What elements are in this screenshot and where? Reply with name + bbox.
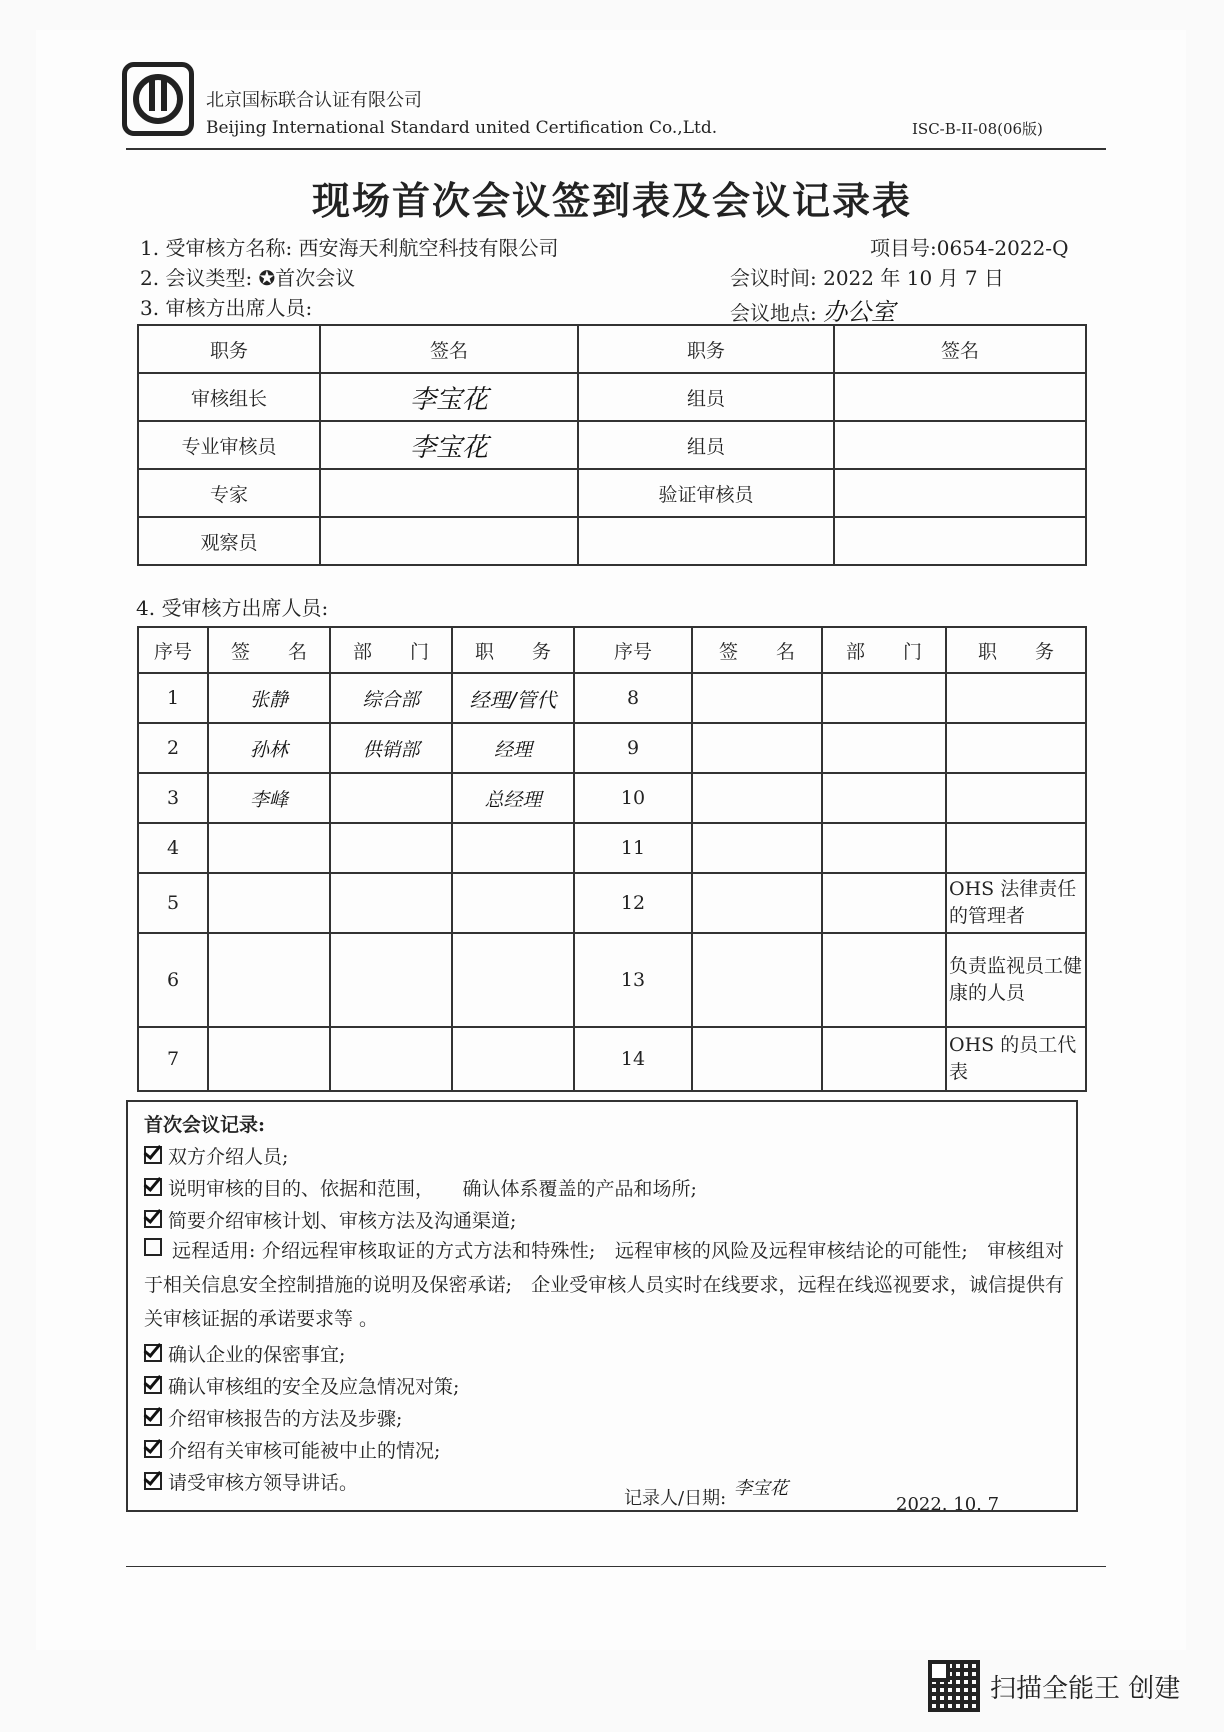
role-cell: 组员 (578, 421, 834, 469)
header-role: 职务 (138, 325, 320, 373)
auditor-table (137, 324, 1087, 566)
auditee-table-header (138, 627, 1086, 673)
meeting-type-value: ✪首次会议 (258, 266, 356, 290)
position-cell: OHS 的员工代表 (946, 1027, 1086, 1091)
signature-cell (692, 823, 822, 873)
record-item-text: 介绍审核报告的方法及步骤; (168, 1408, 403, 1430)
record-item (144, 1404, 402, 1431)
table-row (138, 773, 1086, 823)
row-no: 12 (574, 873, 692, 933)
auditee-name-row (140, 232, 559, 261)
company-name-en: Beijing International Standard united Certification Co.,Ltd. (206, 118, 718, 138)
header-signature: 签 名 (692, 627, 822, 673)
signature-cell (208, 873, 330, 933)
row-no: 8 (574, 673, 692, 723)
scan-text: 扫描全能王 创建 (990, 1673, 1181, 1704)
signature-cell (208, 933, 330, 1027)
signature-cell (692, 933, 822, 1027)
signature-cell: 张静 (208, 673, 330, 723)
position-cell: 负责监视员工健康的人员 (946, 933, 1086, 1027)
record-item-text: 介绍有关审核可能被中止的情况; (168, 1440, 441, 1462)
record-item (144, 1206, 516, 1233)
record-item (144, 1340, 345, 1367)
role-cell: 组员 (578, 373, 834, 421)
position-cell (452, 933, 574, 1027)
signature-cell (834, 517, 1086, 565)
role-cell: 专业审核员 (138, 421, 320, 469)
row-no: 4 (138, 823, 208, 873)
table-row (138, 873, 1086, 933)
record-item-text: 双方介绍人员; (168, 1146, 289, 1168)
department-cell (822, 1027, 946, 1091)
checkbox[interactable] (144, 1440, 162, 1458)
record-item (144, 1436, 440, 1463)
signature-cell: 李宝花 (320, 373, 578, 421)
signature-cell (208, 1027, 330, 1091)
position-cell (946, 673, 1086, 723)
position-cell: OHS 法律责任的管理者 (946, 873, 1086, 933)
record-item-text: 确认企业的保密事宜; (168, 1344, 346, 1366)
checkbox[interactable] (144, 1376, 162, 1394)
signature-cell (692, 873, 822, 933)
position-cell (452, 1027, 574, 1091)
table-row (138, 723, 1086, 773)
role-cell: 审核组长 (138, 373, 320, 421)
department-cell (330, 773, 452, 823)
checkbox[interactable] (144, 1210, 162, 1228)
footer-rule (126, 1566, 1106, 1567)
auditee-table (137, 626, 1087, 1092)
auditee-label: 1. 受审核方名称: (140, 236, 293, 260)
row-no: 1 (138, 673, 208, 723)
record-item (144, 1468, 358, 1495)
signature-cell (692, 723, 822, 773)
checkbox[interactable] (144, 1178, 162, 1196)
auditor-table-header (138, 325, 1086, 373)
record-item-text: 说明审核的目的、依据和范围， 确认体系覆盖的产品和场所; (168, 1178, 697, 1200)
record-item (144, 1372, 459, 1399)
project-row (870, 232, 1068, 261)
remote-text: 远程适用: 介绍远程审核取证的方式方法和特殊性; 远程审核的风险及远程审核结论的可能性; 审核组对于相关信息安全控制措施的说明及保密承诺; 企业受审核人员实时在线要求，远程在线巡视要求，诚信提供有关审核证据的承诺要求等 。 (144, 1240, 1064, 1330)
header-rule (126, 148, 1106, 150)
position-cell (946, 723, 1086, 773)
recorder-label: 记录人/日期: (624, 1488, 727, 1509)
signature-cell: 孙林 (208, 723, 330, 773)
signature-cell (692, 673, 822, 723)
department-cell (822, 933, 946, 1027)
header-no: 序号 (138, 627, 208, 673)
header-signature: 签名 (320, 325, 578, 373)
position-cell (452, 873, 574, 933)
table-row (138, 933, 1086, 1027)
company-name-cn: 北京国标联合认证有限公司 (206, 90, 422, 111)
header-role: 职务 (578, 325, 834, 373)
role-cell: 观察员 (138, 517, 320, 565)
table-row (138, 1027, 1086, 1091)
table-row (138, 469, 1086, 517)
meeting-record-box (126, 1100, 1078, 1512)
row-no: 6 (138, 933, 208, 1027)
table-row (138, 517, 1086, 565)
department-cell (822, 823, 946, 873)
record-item-text: 确认审核组的安全及应急情况对策; (168, 1376, 460, 1398)
header-no: 序号 (574, 627, 692, 673)
position-cell (946, 823, 1086, 873)
meeting-time-label: 会议时间: (730, 266, 817, 290)
row-no: 2 (138, 723, 208, 773)
auditee-attendees-label: 4. 受审核方出席人员: (136, 596, 329, 620)
header-department: 部 门 (330, 627, 452, 673)
meeting-place-row (730, 292, 895, 327)
auditee-value: 西安海天利航空科技有限公司 (298, 236, 559, 260)
row-no: 9 (574, 723, 692, 773)
form-code: ISC-B-II-08(06版) (912, 120, 1043, 138)
row-no: 10 (574, 773, 692, 823)
position-cell: 经理/管代 (452, 673, 574, 723)
meeting-time-row (730, 262, 1004, 291)
signature-cell (208, 823, 330, 873)
department-cell: 供销部 (330, 723, 452, 773)
department-cell (822, 773, 946, 823)
position-cell (946, 773, 1086, 823)
header-signature: 签 名 (208, 627, 330, 673)
signature-cell (834, 469, 1086, 517)
row-no: 14 (574, 1027, 692, 1091)
role-cell (578, 517, 834, 565)
department-cell (330, 1027, 452, 1091)
checkbox[interactable] (144, 1408, 162, 1426)
row-no: 7 (138, 1027, 208, 1091)
signature-cell: 李宝花 (320, 421, 578, 469)
scan-watermark (928, 1660, 1180, 1712)
record-item (144, 1174, 697, 1201)
header-position: 职 务 (946, 627, 1086, 673)
recorder-date: 2022. 10. 7 (896, 1494, 1000, 1515)
department-cell (822, 873, 946, 933)
table-row (138, 673, 1086, 723)
role-cell: 验证审核员 (578, 469, 834, 517)
project-value: 0654-2022-Q (936, 236, 1069, 260)
row-no: 11 (574, 823, 692, 873)
table-row (138, 421, 1086, 469)
record-item (144, 1142, 288, 1169)
checkbox[interactable] (144, 1344, 162, 1362)
record-item-text: 请受审核方领导讲话。 (168, 1472, 359, 1494)
department-cell (330, 933, 452, 1027)
role-cell: 专家 (138, 469, 320, 517)
checkbox[interactable] (144, 1146, 162, 1164)
page-title: 现场首次会议签到表及会议记录表 (311, 178, 912, 223)
signature-cell: 李峰 (208, 773, 330, 823)
table-row (138, 373, 1086, 421)
recorder-signature: 李宝花 (734, 1478, 788, 1499)
meeting-time-value: 2022 年 10 月 7 日 (823, 266, 1004, 290)
row-no: 5 (138, 873, 208, 933)
header-signature: 签名 (834, 325, 1086, 373)
position-cell: 经理 (452, 723, 574, 773)
department-cell (822, 723, 946, 773)
department-cell (822, 673, 946, 723)
position-cell: 总经理 (452, 773, 574, 823)
meeting-place-label: 会议地点: (730, 301, 817, 325)
signature-cell (834, 421, 1086, 469)
row-no: 3 (138, 773, 208, 823)
qr-code-icon (928, 1660, 980, 1712)
position-cell (452, 823, 574, 873)
header-department: 部 门 (822, 627, 946, 673)
checkbox[interactable] (144, 1472, 162, 1490)
meeting-type-row (140, 262, 355, 291)
header-position: 职 务 (452, 627, 574, 673)
project-label: 项目号: (870, 236, 937, 260)
department-cell: 综合部 (330, 673, 452, 723)
auditor-attendees-label: 3. 审核方出席人员: (140, 296, 313, 320)
company-logo (122, 62, 194, 136)
table-row (138, 823, 1086, 873)
signature-cell (320, 517, 578, 565)
record-item-text: 简要介绍审核计划、审核方法及沟通渠道; (168, 1210, 517, 1232)
department-cell (330, 873, 452, 933)
signature-cell (320, 469, 578, 517)
meeting-type-label: 2. 会议类型: (140, 266, 253, 290)
signature-cell (692, 1027, 822, 1091)
department-cell (330, 823, 452, 873)
signature-cell (834, 373, 1086, 421)
signature-cell (692, 773, 822, 823)
row-no: 13 (574, 933, 692, 1027)
meeting-place-value: 办公室 (823, 298, 896, 326)
record-title: 首次会议记录: (144, 1114, 266, 1136)
